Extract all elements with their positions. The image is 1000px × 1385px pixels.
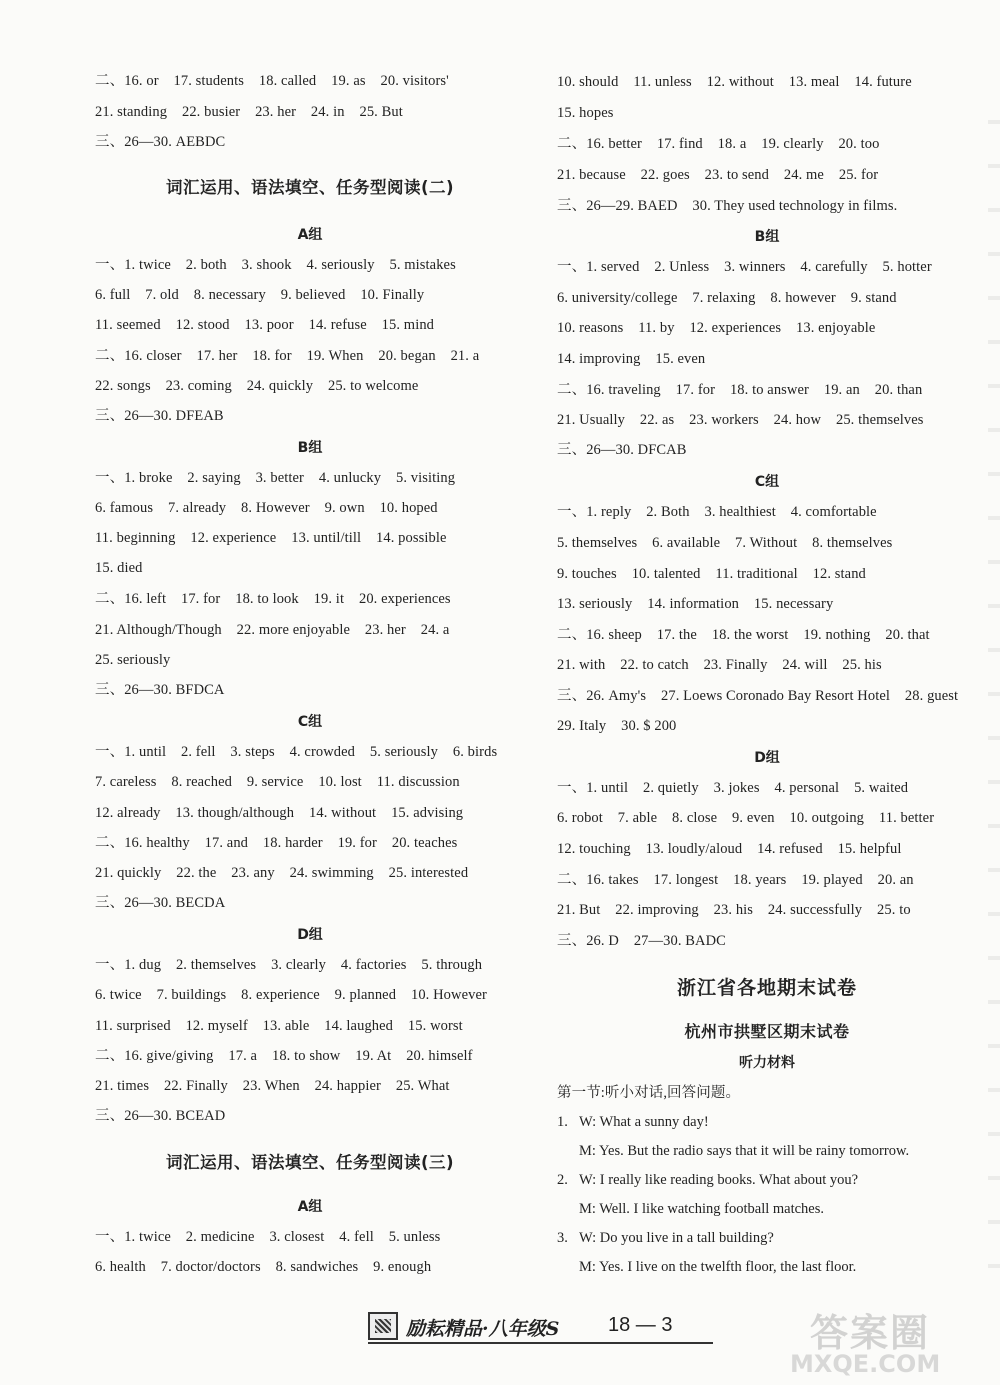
answer-line: 15. died bbox=[95, 560, 143, 576]
answer-line: 一、1. reply 2. Both 3. healthiest 4. comfortable bbox=[557, 504, 877, 520]
answer-line: 21. Although/Though 22. more enjoyable 23. her 24. a bbox=[95, 622, 450, 638]
answer-line: 15. hopes bbox=[557, 105, 614, 121]
answer-line: 一、1. twice 2. both 3. shook 4. seriously 5. mistakes bbox=[95, 257, 456, 273]
answer-line: 二、16. takes 17. longest 18. years 19. played 20. an bbox=[557, 872, 914, 888]
dialogue-line: M: Yes. I live on the twelfth floor, the last floor. bbox=[579, 1259, 857, 1275]
answer-line: 一、1. until 2. fell 3. steps 4. crowded 5. seriously 6. birds bbox=[95, 744, 498, 760]
section-title: 词汇运用、语法填空、任务型阅读(三) bbox=[165, 1153, 455, 1172]
footer-brand: 励耘精品·八年级S bbox=[406, 1318, 560, 1340]
exam-title: 浙江省各地期末试卷 bbox=[676, 977, 857, 999]
answer-line: 21. standing 22. busier 23. her 24. in 25. But bbox=[95, 104, 403, 120]
dialogue-line: W: Do you live in a tall building? bbox=[579, 1230, 774, 1246]
answer-line: 二、16. better 17. find 18. a 19. clearly 20. too bbox=[557, 136, 880, 152]
answer-line: 三、26—30. BFDCA bbox=[95, 682, 225, 698]
group-label: B组 bbox=[754, 229, 780, 245]
answer-line: 二、16. closer 17. her 18. for 19. When 20. began 21. a bbox=[95, 348, 480, 364]
dialogue-line: M: Yes. But the radio says that it will be rainy tomorrow. bbox=[579, 1143, 910, 1159]
listening-title: 听力材料 bbox=[739, 1055, 795, 1071]
answer-line: 三、26. Amy's 27. Loews Coronado Bay Resort Hotel 28. guest bbox=[557, 688, 959, 704]
group-label: D组 bbox=[297, 927, 323, 943]
answer-line: 三、26—30. DFCAB bbox=[557, 442, 687, 458]
answer-line: 三、26—30. BCEAD bbox=[95, 1108, 226, 1124]
answer-line: 6. famous 7. already 8. However 9. own 10. hoped bbox=[95, 500, 438, 516]
answer-line: 三、26—30. AEBDC bbox=[95, 134, 226, 150]
answer-line: 14. improving 15. even bbox=[557, 351, 706, 367]
answer-line: 一、1. dug 2. themselves 3. clearly 4. factories 5. through bbox=[95, 957, 483, 973]
answer-line: 6. university/college 7. relaxing 8. however 9. stand bbox=[557, 290, 897, 306]
answer-line: 7. careless 8. reached 9. service 10. lost 11. discussion bbox=[95, 774, 460, 790]
dialogue-number: 1. bbox=[557, 1114, 568, 1130]
answer-line: 5. themselves 6. available 7. Without 8. themselves bbox=[557, 535, 893, 551]
answer-line: 10. should 11. unless 12. without 13. meal 14. future bbox=[557, 74, 912, 90]
page-number: 18 — 3 bbox=[608, 1314, 673, 1336]
answer-line: 10. reasons 11. by 12. experiences 13. enjoyable bbox=[557, 320, 876, 336]
publisher-logo-icon bbox=[368, 1312, 398, 1340]
answer-line: 一、1. twice 2. medicine 3. closest 4. fell 5. unless bbox=[95, 1229, 441, 1245]
answer-line: 二、16. healthy 17. and 18. harder 19. for 20. teaches bbox=[95, 835, 458, 851]
group-label: D组 bbox=[754, 750, 780, 766]
answer-line: 11. surprised 12. myself 13. able 14. laughed 15. worst bbox=[95, 1018, 463, 1034]
answer-line: 6. full 7. old 8. necessary 9. believed 10. Finally bbox=[95, 287, 425, 303]
answer-line: 6. health 7. doctor/doctors 8. sandwiches 9. enough bbox=[95, 1259, 432, 1275]
group-label: C组 bbox=[754, 474, 780, 490]
answer-line: 二、16. sheep 17. the 18. the worst 19. nothing 20. that bbox=[557, 627, 930, 643]
answer-line: 21. quickly 22. the 23. any 24. swimming 25. interested bbox=[95, 865, 469, 881]
group-label: B组 bbox=[297, 440, 323, 456]
group-label: A组 bbox=[297, 1199, 323, 1215]
group-label: A组 bbox=[297, 227, 323, 243]
answer-line: 三、26—30. DFEAB bbox=[95, 408, 224, 424]
watermark-url: MXQE.COM bbox=[790, 1350, 941, 1378]
answer-line: 三、26. D 27—30. BADC bbox=[557, 933, 726, 949]
footer-rule bbox=[368, 1342, 713, 1344]
answer-line: 25. seriously bbox=[95, 652, 171, 668]
section-title: 词汇运用、语法填空、任务型阅读(二) bbox=[165, 178, 455, 197]
answer-line: 6. twice 7. buildings 8. experience 9. planned 10. However bbox=[95, 987, 487, 1003]
answer-line: 三、26—29. BAED 30. They used technology in films. bbox=[557, 198, 898, 214]
answer-line: 12. touching 13. loudly/aloud 14. refused 15. helpful bbox=[557, 841, 902, 857]
answer-line: 二、16. or 17. students 18. called 19. as 20. visitors' bbox=[95, 73, 449, 89]
page-edge-shadow bbox=[988, 80, 1000, 1280]
answer-line: 二、16. traveling 17. for 18. to answer 19. an 20. than bbox=[557, 382, 923, 398]
answer-line: 12. already 13. though/although 14. without 15. advising bbox=[95, 805, 464, 821]
answer-line: 三、26—30. BECDA bbox=[95, 895, 226, 911]
answer-line: 21. times 22. Finally 23. When 24. happier 25. What bbox=[95, 1078, 450, 1094]
group-label: C组 bbox=[297, 714, 323, 730]
answer-line: 一、1. served 2. Unless 3. winners 4. carefully 5. hotter bbox=[557, 259, 932, 275]
answer-line: 21. But 22. improving 23. his 24. successfully 25. to bbox=[557, 902, 911, 918]
answer-line: 21. with 22. to catch 23. Finally 24. will 25. his bbox=[557, 657, 882, 673]
answer-line: 二、16. left 17. for 18. to look 19. it 20. experiences bbox=[95, 591, 451, 607]
answer-line: 11. beginning 12. experience 13. until/till 14. possible bbox=[95, 530, 447, 546]
watermark bbox=[790, 1300, 990, 1380]
exam-subtitle: 杭州市拱墅区期末试卷 bbox=[684, 1022, 850, 1041]
part-heading: 第一节:听小对话,回答问题。 bbox=[557, 1085, 741, 1101]
dialogue-number: 3. bbox=[557, 1230, 568, 1246]
page-footer bbox=[368, 1310, 718, 1344]
answer-line: 一、1. broke 2. saying 3. better 4. unlucky 5. visiting bbox=[95, 470, 456, 486]
answer-line: 9. touches 10. talented 11. traditional 12. stand bbox=[557, 566, 866, 582]
answer-line: 22. songs 23. coming 24. quickly 25. to welcome bbox=[95, 378, 419, 394]
answer-line: 一、1. until 2. quietly 3. jokes 4. personal 5. waited bbox=[557, 780, 909, 796]
answer-line: 6. robot 7. able 8. close 9. even 10. outgoing 11. better bbox=[557, 810, 935, 826]
dialogue-line: M: Well. I like watching football matches. bbox=[579, 1201, 825, 1217]
answer-line: 二、16. give/giving 17. a 18. to show 19. At 20. himself bbox=[95, 1048, 473, 1064]
dialogue-line: W: I really like reading books. What about you? bbox=[579, 1172, 859, 1188]
watermark-text: 答案圈 bbox=[810, 1311, 931, 1355]
answer-line: 11. seemed 12. stood 13. poor 14. refuse 15. mind bbox=[95, 317, 435, 333]
answer-line: 13. seriously 14. information 15. necessary bbox=[557, 596, 834, 612]
dialogue-number: 2. bbox=[557, 1172, 568, 1188]
answer-line: 21. Usually 22. as 23. workers 24. how 25. themselves bbox=[557, 412, 924, 428]
answer-line: 21. because 22. goes 23. to send 24. me 25. for bbox=[557, 167, 879, 183]
answer-line: 29. Italy 30. $ 200 bbox=[557, 718, 677, 734]
dialogue-line: W: What a sunny day! bbox=[579, 1114, 709, 1130]
